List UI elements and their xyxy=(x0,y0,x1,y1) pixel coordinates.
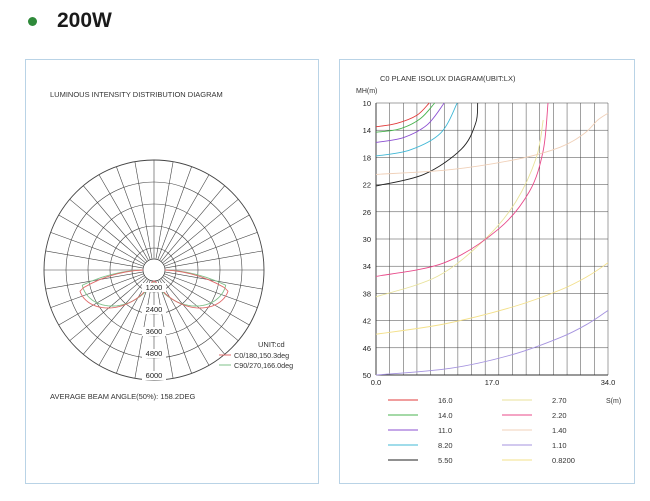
isolux-curve-8-20 xyxy=(376,103,457,156)
isolux-legend xyxy=(388,396,575,465)
bullet-dot-icon xyxy=(28,17,37,26)
isolux-legend-label: 5.50 xyxy=(438,456,453,465)
isolux-y-tick: 26 xyxy=(362,207,371,217)
isolux-diagram-panel xyxy=(339,59,635,484)
isolux-x-tick: 34.0 xyxy=(600,378,616,387)
isolux-x-tick: 17.0 xyxy=(484,378,500,387)
polar-legend-label: C90/270,166.0deg xyxy=(234,361,294,370)
polar-unit-label: UNIT:cd xyxy=(258,340,285,349)
isolux-curve-1-10 xyxy=(376,310,608,375)
isolux-legend-label: 14.0 xyxy=(438,411,453,420)
isolux-legend-label: 2.20 xyxy=(552,411,567,420)
isolux-legend-label: 11.0 xyxy=(438,426,453,435)
polar-spoke xyxy=(135,162,152,259)
isolux-y-tick: 46 xyxy=(362,343,371,353)
polar-chart xyxy=(26,60,318,483)
isolux-x-tick: 0.0 xyxy=(370,378,382,387)
isolux-y-tick: 10 xyxy=(362,99,371,108)
isolux-y-tick: 18 xyxy=(362,153,371,163)
polar-grid xyxy=(44,160,264,380)
isolux-y-tick: 30 xyxy=(362,235,371,244)
polar-legend-label: C0/180,150.3deg xyxy=(234,351,290,360)
page-title: 200W xyxy=(57,9,112,32)
isolux-xlabel: S(m) xyxy=(606,398,622,405)
isolux-curve-2-20 xyxy=(376,103,548,276)
isolux-y-tick: 34 xyxy=(362,262,371,272)
header xyxy=(28,6,112,36)
polar-tick-label: 6000 xyxy=(145,371,163,380)
polar-tick-label: 3600 xyxy=(145,327,163,336)
polar-spoke xyxy=(46,272,143,289)
isolux-y-tick: 42 xyxy=(362,316,371,326)
polar-diagram-panel xyxy=(25,59,319,484)
polar-spoke xyxy=(46,251,143,268)
isolux-legend-label: 0.8200 xyxy=(552,456,575,465)
isolux-y-tick: 38 xyxy=(362,289,371,299)
isolux-y-tick: 22 xyxy=(362,180,371,190)
polar-hub-ring xyxy=(143,259,165,281)
isolux-ylabel: MH(m) xyxy=(356,88,378,95)
isolux-legend-label: 2.70 xyxy=(552,396,567,405)
polar-legend xyxy=(219,351,293,370)
polar-tick-label: 2400 xyxy=(145,305,163,314)
polar-title: LUMINOUS INTENSITY DISTRIBUTION DIAGRAM xyxy=(50,90,223,99)
polar-tick-label: 4800 xyxy=(145,349,163,358)
polar-spoke xyxy=(165,272,262,289)
isolux-legend-label: 1.40 xyxy=(552,426,567,435)
polar-spoke xyxy=(165,251,262,268)
isolux-grid xyxy=(376,103,608,375)
isolux-axis-labels xyxy=(363,99,616,387)
isolux-legend-label: 1.10 xyxy=(552,441,567,450)
isolux-y-tick: 50 xyxy=(362,371,371,380)
polar-tick-label: 1200 xyxy=(145,283,163,292)
beam-angle-label: AVERAGE BEAM ANGLE(50%): 158.2DEG xyxy=(50,392,196,401)
isolux-title: C0 PLANE ISOLUX DIAGRAM(UBIT:LX) xyxy=(380,74,516,83)
isolux-legend-label: 8.20 xyxy=(438,441,453,450)
isolux-chart xyxy=(340,60,634,483)
polar-spoke xyxy=(156,162,173,259)
isolux-legend-label: 16.0 xyxy=(438,396,453,405)
isolux-y-tick: 14 xyxy=(362,126,371,136)
isolux-curve-11-0 xyxy=(376,103,444,142)
isolux-curve-16-0 xyxy=(376,103,429,127)
isolux-curve-0-8200 xyxy=(376,263,608,334)
isolux-curve-1-40 xyxy=(376,113,608,174)
